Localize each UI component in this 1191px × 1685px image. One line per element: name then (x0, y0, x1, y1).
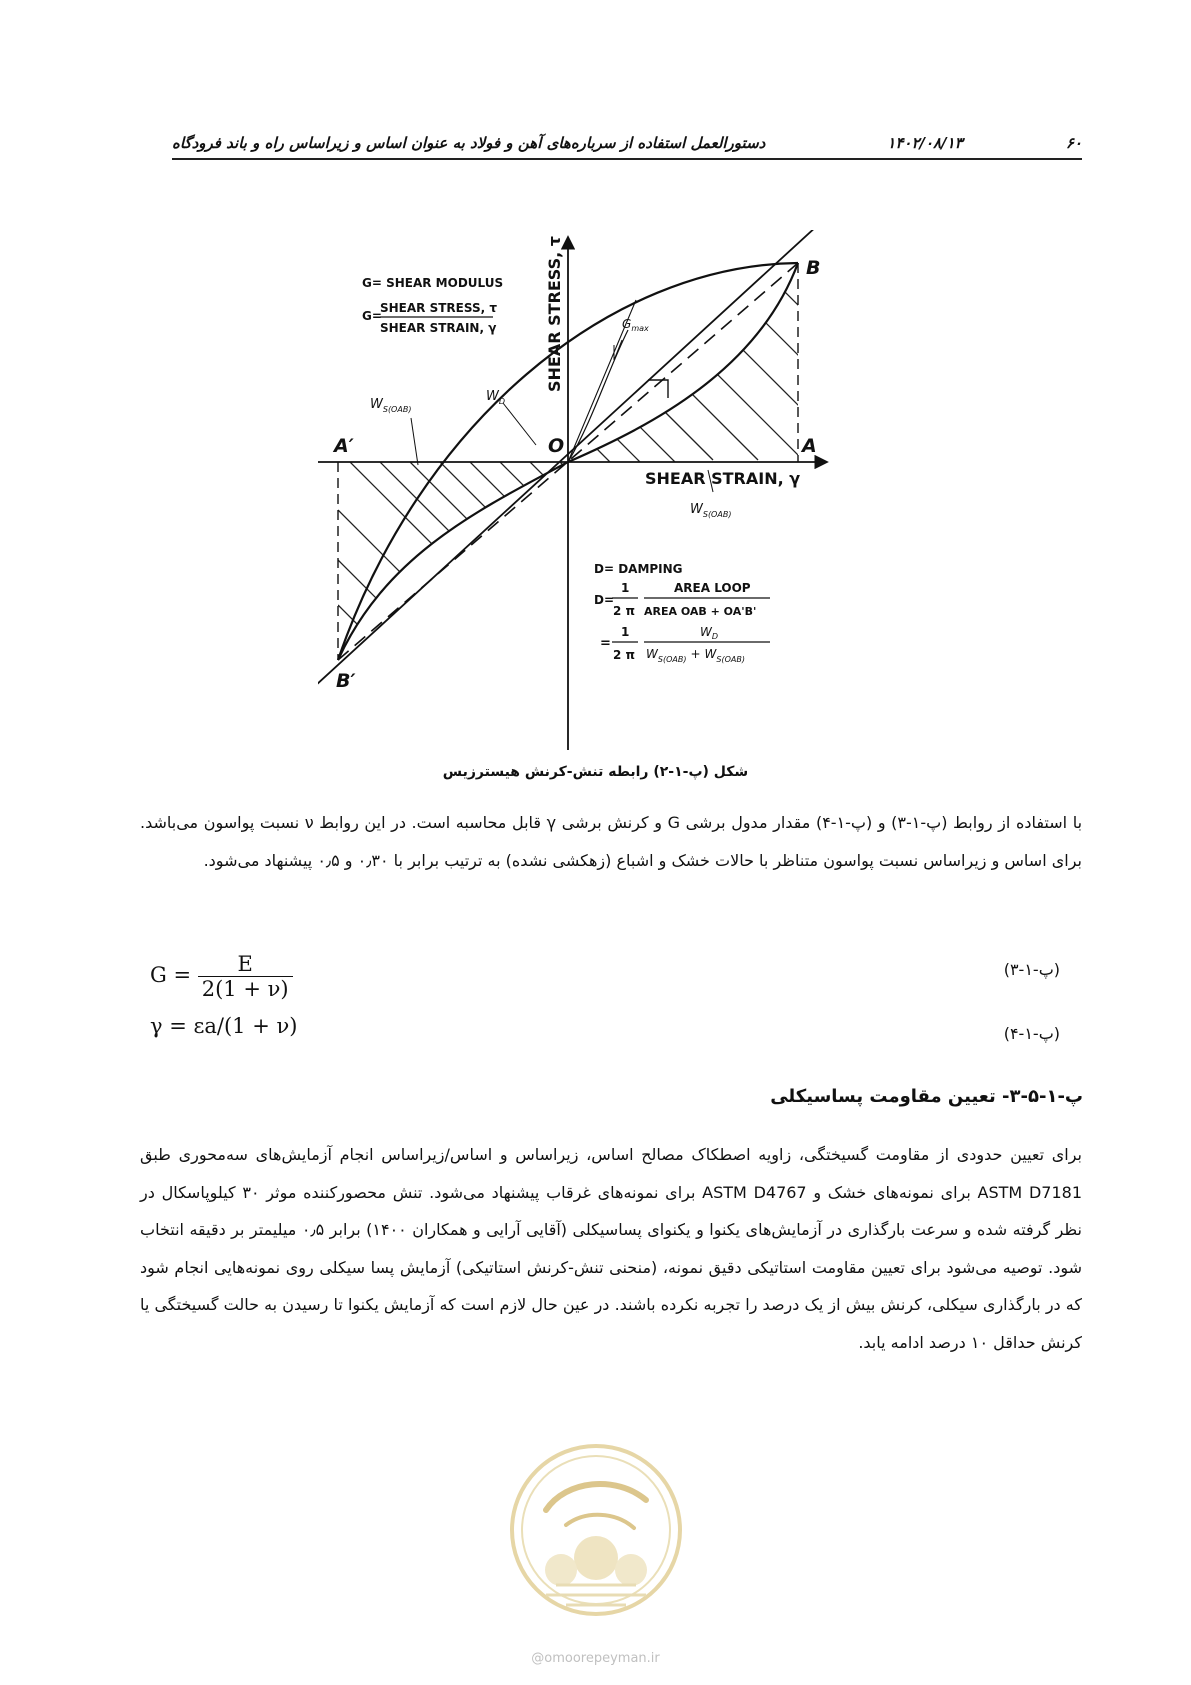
modulus-note-g: G= (362, 309, 382, 323)
svg-text:1: 1 (621, 625, 630, 639)
damping-note (594, 562, 770, 664)
svg-text:AREA OAB + OA'B': AREA OAB + OA'B' (644, 605, 757, 618)
equation-3-number: (پ-۱-۳) (1003, 960, 1060, 979)
svg-text:WS(OAB)+WS(OAB): $W_{S(OAB)} + W_{S(OAB)}$ (646, 647, 745, 664)
section-heading: پ-۱-۵-۳- تعیین مقاومت پساسیکلی (770, 1086, 1083, 1107)
paragraph-2: برای تعیین حدودی از مقاومت گسیختگی، زاویه اصطکاک مصالح اساس، زیراساس و اساس/زیراساس انجام آزمایش‌های سه‌محوری طبق ASTM D7181 برای نمونه‌های خشک و ASTM D4767 برای نمونه‌های غرقاب پیشنهاد می‌شود. تنش محصورکننده موثر ۳۰ کیلوپاسکال در نظر گرفته شده و سرعت بارگذاری در آزمایش‌های یکنوا و یکنوای پساسیکلی (آقایی آرایی و همکاران ۱۴۰۰) برابر ۰٫۵ میلیمتر بر دقیقه انتخاب شود. توصیه می‌شود برای تعیین مقاومت استاتیکی دقیق نمونه، (منحنی تنش-کرنش استاتیکی) آزمایش پسا سیکلی روی نمونه‌هایی انجام شود که در بارگذاری سیکلی، کرنش بیش از یک درصد را تجربه نکرده باشند. در عین حال لازم است که آزمایش یکنوا تا رسیدن به حالت گسیختگی یا کرنش حداقل ۱۰ درصد ادامه یابد. (140, 1145, 1082, 1352)
point-o: O (548, 435, 565, 457)
equation-3-fraction (198, 952, 293, 1001)
ws-label-right: $W_{S(OAB)}$ (690, 502, 732, 519)
equation-3-denominator: 2(1 + ν) (201, 977, 289, 1001)
svg-text:AREA LOOP: AREA LOOP (674, 581, 751, 595)
paragraph-1: با استفاده از روابط (پ-۱-۳) و (پ-۱-۴) مقدار مدول برشی G و کرنش برشی γ قابل محاسبه است. در این روابط ν نسبت پواسون می‌باشد. برای اساس و زیراساس نسبت پواسون متناظر با حالات خشک و اشباع (زهکشی نشده) به ترتیب برابر با ۰٫۳۰ و ۰٫۵ پیشنهاد می‌شود. (140, 813, 1083, 870)
modulus-note-line1: G= SHEAR MODULUS (362, 276, 504, 290)
svg-text:1: 1 (621, 581, 630, 595)
point-b: B (806, 257, 821, 279)
gmax-label: $G_{max}$ (622, 317, 649, 333)
equation-4-math: γ = εa/(1 + ν) (150, 1014, 298, 1038)
svg-text:=: = (600, 636, 611, 651)
figure-caption: شکل (پ-۱-۲) رابطه تنش-کرنش هیسترزیس (442, 764, 749, 780)
page-number: ۶۰ (1065, 134, 1082, 152)
equation-3 (150, 952, 1080, 1002)
wd-label: $W_D$ (486, 389, 506, 406)
modulus-note-numerator: SHEAR STRESS, τ (380, 301, 497, 315)
backbone-curve (568, 330, 628, 462)
svg-text:2 π: 2 π (613, 604, 636, 618)
point-b-prime: B′ (336, 670, 356, 692)
seal-logo (506, 1440, 686, 1620)
equation-4 (150, 1014, 1080, 1064)
svg-text:D= DAMPING: D= DAMPING (594, 562, 683, 576)
equation-4-number: (پ-۱-۴) (1003, 1024, 1060, 1043)
svg-text:WD: $W_D$ (700, 625, 719, 641)
equation-3-numerator: E (198, 952, 293, 977)
lower-hatch (338, 455, 568, 670)
hysteresis-diagram (318, 230, 903, 750)
y-axis-label: SHEAR STRESS, τ (545, 236, 564, 392)
equation-3-math (150, 952, 293, 1001)
modulus-note-denominator: SHEAR STRAIN, γ (380, 321, 497, 335)
hysteresis-figure (318, 230, 903, 750)
watermark-text: @omoorepeyman.ir (531, 1651, 660, 1666)
publisher-seal (506, 1440, 686, 1620)
point-a: A (802, 435, 817, 457)
page-header (172, 132, 1082, 160)
point-a-prime: A′ (334, 435, 354, 457)
svg-text:2 π: 2 π (613, 648, 636, 662)
svg-text:D=: D= (594, 593, 615, 607)
header-date: ۱۴۰۲/۰۸/۱۳ (887, 134, 963, 152)
header-title: دستورالعمل استفاده از سرباره‌های آهن و فولاد به عنوان اساس و زیراساس راه و باند فرودگاه (172, 134, 766, 152)
x-axis-label: SHEAR STRAIN, γ (645, 469, 801, 488)
equation-3-lhs: G = (150, 963, 198, 987)
ws-label-left: $W_{S(OAB)}$ (370, 397, 412, 414)
slope-triangle-g (648, 380, 668, 398)
